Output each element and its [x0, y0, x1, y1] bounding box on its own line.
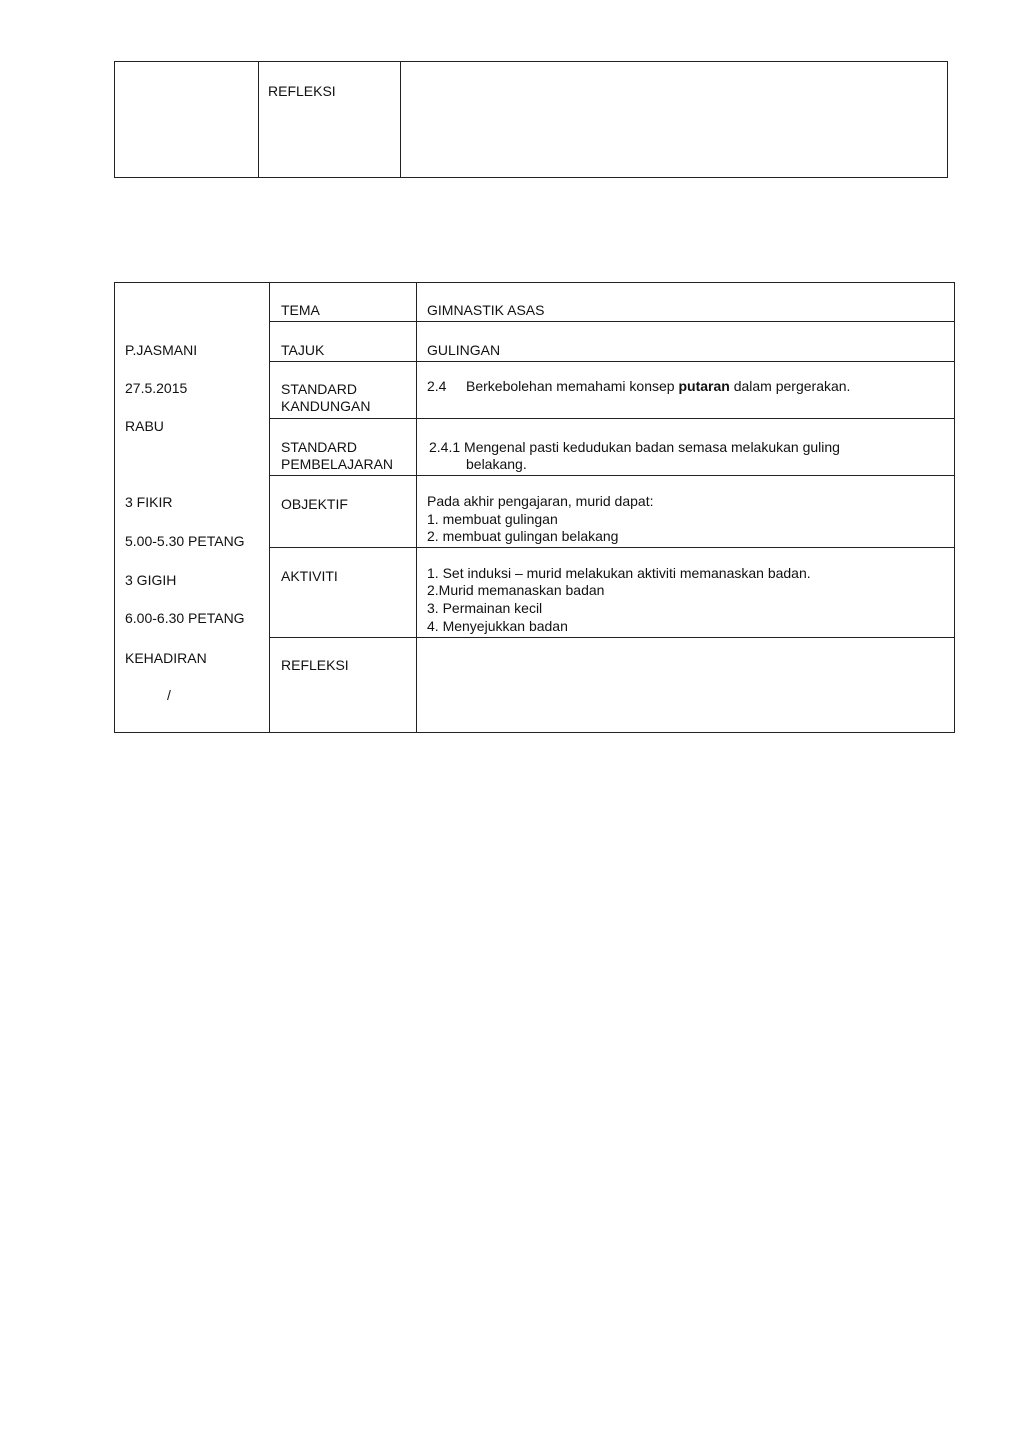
standard-pembelajaran-text: 2.4.1 Mengenal pasti kedudukan badan semasa melakukan guling	[429, 439, 840, 455]
objektif-line: 2. membuat gulingan belakang	[427, 528, 619, 544]
column-divider	[269, 283, 270, 732]
refleksi-label: REFLEKSI	[281, 657, 349, 673]
standard-kandungan-number: 2.4	[427, 378, 447, 394]
aktiviti-line: 2.Murid memanaskan badan	[427, 582, 605, 598]
keyword-bold: putaran	[678, 378, 730, 394]
standard-pembelajaran-text: belakang.	[466, 456, 527, 472]
objektif-line: 1. membuat gulingan	[427, 511, 558, 527]
aktiviti-line: 3. Permainan kecil	[427, 600, 543, 616]
column-divider	[400, 62, 401, 177]
standard-kandungan-label: KANDUNGAN	[281, 398, 371, 414]
attendance-label: KEHADIRAN	[125, 650, 207, 666]
standard-kandungan-text: Berkebolehan memahami konsep putaran dalam pergerakan.	[466, 378, 851, 394]
aktiviti-line: 4. Menyejukkan badan	[427, 618, 568, 634]
attendance-value: /	[167, 687, 171, 703]
top-table	[114, 61, 948, 178]
standard-pembelajaran-label: PEMBELAJARAN	[281, 456, 394, 472]
class-text: 3 GIGIH	[125, 572, 177, 588]
lesson-plan-table	[114, 282, 955, 733]
day-text: RABU	[125, 418, 164, 434]
standard-kandungan-label: STANDARD	[281, 381, 357, 397]
tajuk-value: GULINGAN	[427, 342, 501, 358]
class-text: 3 FIKIR	[125, 494, 173, 510]
aktiviti-label: AKTIVITI	[281, 568, 338, 584]
time-text: 6.00-6.30 PETANG	[125, 610, 245, 626]
objektif-line: Pada akhir pengajaran, murid dapat:	[427, 493, 654, 509]
column-divider	[258, 62, 259, 177]
tema-value: GIMNASTIK ASAS	[427, 302, 545, 318]
row-divider	[270, 321, 954, 322]
row-divider	[270, 637, 954, 638]
time-text: 5.00-5.30 PETANG	[125, 533, 245, 549]
aktiviti-line: 1. Set induksi – murid melakukan aktiviti memanaskan badan.	[427, 565, 811, 581]
standard-pembelajaran-label: STANDARD	[281, 439, 357, 455]
row-divider	[270, 547, 954, 548]
row-divider	[270, 418, 954, 419]
tajuk-label: TAJUK	[281, 342, 325, 358]
column-divider	[416, 283, 417, 732]
refleksi-label: REFLEKSI	[268, 83, 336, 99]
date-text: 27.5.2015	[125, 380, 188, 396]
objektif-label: OBJEKTIF	[281, 496, 348, 512]
subject-text: P.JASMANI	[125, 342, 198, 358]
tema-label: TEMA	[281, 302, 320, 318]
row-divider	[270, 475, 954, 476]
row-divider	[270, 361, 954, 362]
